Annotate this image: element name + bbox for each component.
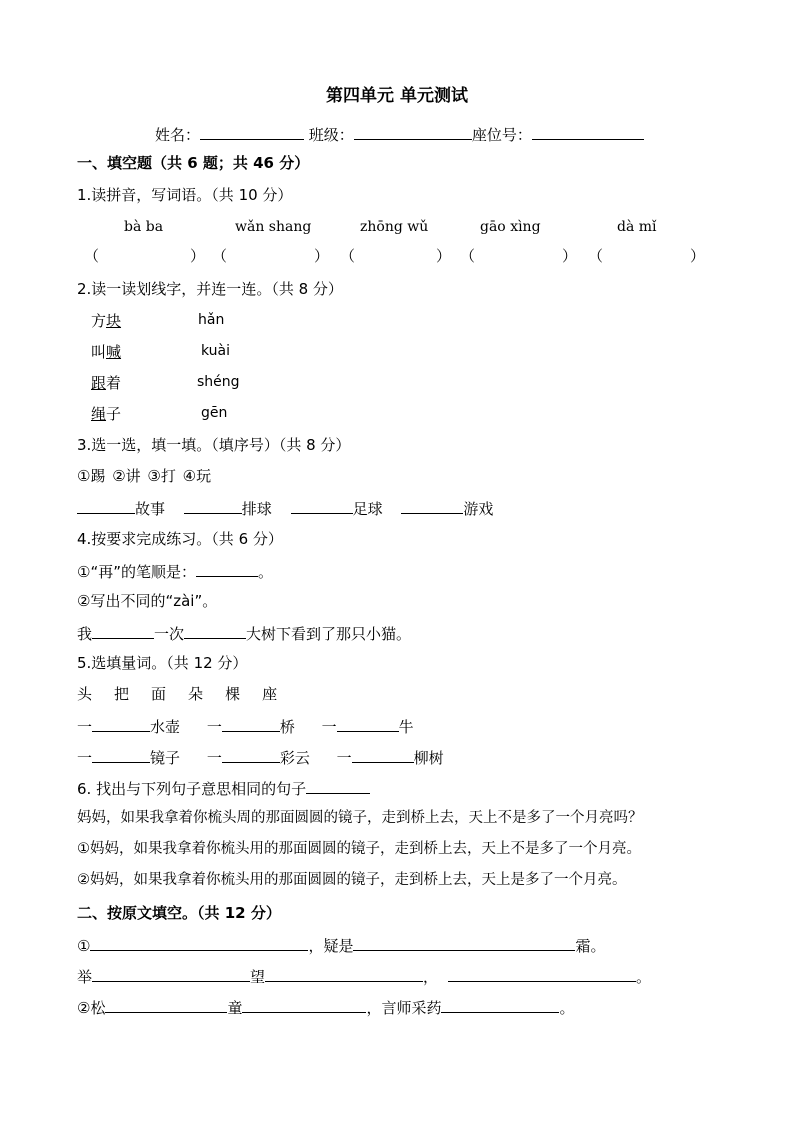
q1-answer-4-open: （	[460, 247, 476, 265]
page-title: 第四单元 单元测试	[326, 86, 468, 106]
q5-options: 头 把 面 朵 棵 座	[77, 685, 278, 703]
seat-label: 座位号：	[471, 126, 532, 144]
class-label: 班级：	[308, 126, 354, 144]
poem-blank-1[interactable]	[90, 936, 308, 951]
q5-blank-1[interactable]	[92, 717, 150, 732]
q4-line-1: ①“再”的笔顺是： 。	[77, 563, 274, 581]
q1-answer-5-open: （	[588, 247, 604, 265]
q1-pinyin-4: gāo xìng	[480, 219, 541, 235]
q4-zai-blank-2[interactable]	[184, 624, 246, 639]
q5-blank-2[interactable]	[222, 717, 280, 732]
q5-blank-6[interactable]	[352, 748, 414, 763]
seat-field[interactable]	[532, 125, 644, 140]
q1-answer-4-close: ）	[562, 247, 578, 265]
poem-line-3: ②松 童 ，言师采药 。	[77, 999, 575, 1017]
q6-option-2: ②妈妈，如果我拿着你梳头用的那面圆圆的镜子，走到桥上去，天上是多了一个月亮。	[77, 872, 627, 888]
q3-item-4: 游戏	[463, 500, 494, 518]
q1-answer-2-close: ）	[314, 247, 330, 265]
q3-item-2: 排球	[241, 500, 272, 518]
q3-blank-2[interactable]	[184, 499, 242, 514]
q2-word-4: 绳子	[91, 405, 122, 423]
q2-prompt: 2.读一读划线字，并连一连。（共 8 分）	[77, 280, 343, 298]
q6-option-1: ①妈妈，如果我拿着你梳头用的那面圆圆的镜子，走到桥上去，天上不是多了一个月亮。	[77, 841, 641, 857]
q1-answer-1-close: ）	[190, 247, 206, 265]
q5-blank-4[interactable]	[92, 748, 150, 763]
q1-prompt: 1.读拼音，写词语。（共 10 分）	[77, 186, 293, 204]
poem-blank-6[interactable]	[105, 998, 227, 1013]
q1-answer-1-open: （	[84, 247, 100, 265]
q1-pinyin-1: bà ba	[124, 219, 164, 235]
class-field[interactable]	[354, 125, 472, 140]
q4-line-2: ②写出不同的“zài”。	[77, 592, 218, 610]
name-label: 姓名：	[155, 126, 201, 144]
q2-word-2: 叫喊	[91, 343, 122, 361]
q1-pinyin-2: wǎn shang	[235, 219, 312, 235]
q1-answer-5-close: ）	[690, 247, 706, 265]
q2-pinyin-2: kuài	[201, 343, 231, 359]
q6-sentence: 妈妈，如果我拿着你梳头周的那面圆圆的镜子，走到桥上去，天上不是多了一个月亮吗？	[77, 810, 643, 826]
q4-stroke-blank[interactable]	[196, 562, 258, 577]
q2-word-3: 跟着	[91, 374, 122, 392]
poem-blank-4[interactable]	[265, 967, 423, 982]
q1-answer-3-close: ）	[436, 247, 452, 265]
q2-pinyin-1: hǎn	[198, 312, 225, 328]
student-info	[155, 125, 644, 144]
poem-blank-7[interactable]	[242, 998, 366, 1013]
q5-blank-3[interactable]	[337, 717, 399, 732]
q3-item-1: 故事	[135, 500, 166, 518]
q1-answer-3-open: （	[340, 247, 356, 265]
q4-zai-blank-1[interactable]	[92, 624, 154, 639]
q3-options: ①踢 ②讲 ③打 ④玩	[77, 467, 212, 485]
poem-line-1: ① ，疑是 霜。	[77, 937, 606, 955]
section-2-heading: 二、按原文填空。（共 12 分）	[77, 904, 281, 922]
q2-pinyin-4: gēn	[201, 405, 228, 421]
poem-blank-3[interactable]	[92, 967, 250, 982]
q5-row-1: 一 水壶 一 桥 一 牛	[77, 718, 414, 736]
q3-item-3: 足球	[352, 500, 383, 518]
q3-blank-1[interactable]	[77, 499, 135, 514]
q4-line-3: 我 一次 大树下看到了那只小猫。	[77, 625, 412, 643]
poem-line-2: 举 望 ， 。	[77, 968, 652, 986]
q1-answer-2-open: （	[212, 247, 228, 265]
q3-row	[77, 499, 493, 518]
q6-prompt: 6. 找出与下列句子意思相同的句子	[77, 779, 370, 798]
q1-pinyin-5: dà mǐ	[617, 219, 657, 235]
q5-prompt: 5.选填量词。（共 12 分）	[77, 654, 248, 672]
q5-blank-5[interactable]	[222, 748, 280, 763]
q2-word-1: 方块	[91, 312, 122, 330]
q6-answer-blank[interactable]	[306, 779, 370, 794]
q3-blank-3[interactable]	[291, 499, 353, 514]
q3-prompt: 3.选一选，填一填。（填序号）（共 8 分）	[77, 436, 351, 454]
q3-blank-4[interactable]	[401, 499, 463, 514]
poem-blank-2[interactable]	[353, 936, 575, 951]
poem-blank-5[interactable]	[448, 967, 636, 982]
q4-prompt: 4.按要求完成练习。（共 6 分）	[77, 530, 283, 548]
section-1-heading: 一、填空题（共 6 题；共 46 分）	[77, 154, 310, 172]
q5-row-2: 一 镜子 一 彩云 一 柳树	[77, 749, 444, 767]
name-field[interactable]	[200, 125, 304, 140]
q2-pinyin-3: shéng	[197, 374, 240, 390]
poem-blank-8[interactable]	[441, 998, 559, 1013]
q1-pinyin-3: zhōng wǔ	[360, 219, 429, 235]
